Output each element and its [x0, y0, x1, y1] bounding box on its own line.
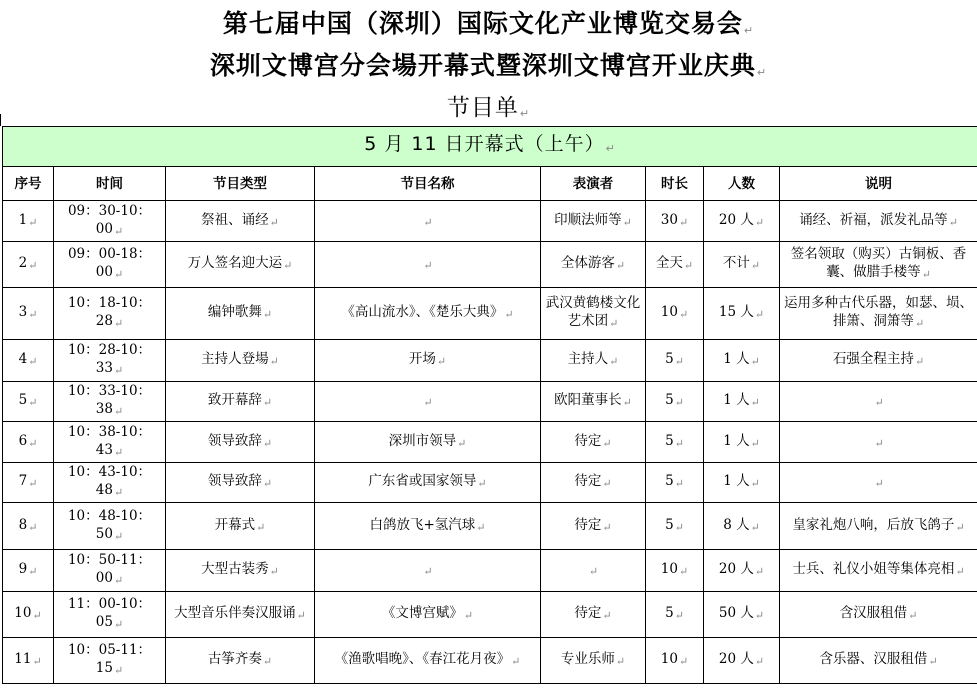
cell-type: 万人签名迎大运↵ [166, 242, 315, 288]
cell-type: 祭祖、诵经↵ [166, 201, 315, 242]
cell-note: 石强全程主持↵ [780, 340, 977, 382]
col-header-no: 序号 [3, 167, 54, 201]
cell-note: 签名领取（购买）古铜板、香囊、做腊手楼等↵ [780, 242, 977, 288]
cell-name: 开场↵ [315, 340, 541, 382]
cell-duration: 全天↵ [646, 242, 704, 288]
cell-type: 编钟歌舞↵ [166, 288, 315, 340]
cell-no: 3↵ [3, 288, 54, 340]
cell-people: 1 人↵ [704, 463, 780, 503]
cell-performer: 武汉黄鹤楼文化艺术团↵ [541, 288, 646, 340]
cell-performer: 待定↵ [541, 463, 646, 503]
col-header-duration: 时长 [646, 167, 704, 201]
table-row [3, 463, 977, 503]
cell-type: 大型古装秀↵ [166, 550, 315, 592]
cell-people: 1 人↵ [704, 340, 780, 382]
table-row [3, 592, 977, 638]
cell-name: ↵ [315, 242, 541, 288]
cell-no: 11↵ [3, 638, 54, 684]
cell-note: 含汉服租借↵ [780, 592, 977, 638]
cell-name: ↵ [315, 550, 541, 592]
cell-no: 9↵ [3, 550, 54, 592]
table-row [3, 550, 977, 592]
cell-duration: 5↵ [646, 382, 704, 422]
cell-name: 《文博宫赋》↵ [315, 592, 541, 638]
cell-time: 09：30-10：00↵ [54, 201, 166, 242]
cell-time: 10：50-11：00↵ [54, 550, 166, 592]
session-banner: 5 月 11 日开幕式（上午）↵ [3, 127, 977, 167]
table-row [3, 422, 977, 463]
col-header-time: 时间 [54, 167, 166, 201]
cell-time: 10：18-10：28↵ [54, 288, 166, 340]
cell-name: 《高山流水》、《楚乐大典》↵ [315, 288, 541, 340]
cell-no: 4↵ [3, 340, 54, 382]
table-row [3, 382, 977, 422]
cell-duration: 5↵ [646, 340, 704, 382]
cell-time: 10：28-10：33↵ [54, 340, 166, 382]
cell-people: 20 人↵ [704, 201, 780, 242]
cell-name: 白鸽放飞+氢汽球↵ [315, 503, 541, 550]
cell-type: 大型音乐伴奏汉服诵↵ [166, 592, 315, 638]
cell-performer: 待定↵ [541, 592, 646, 638]
cell-note: 士兵、礼仪小姐等集体亮相↵ [780, 550, 977, 592]
cell-people: 不计↵ [704, 242, 780, 288]
cell-no: 8↵ [3, 503, 54, 550]
cell-no: 1↵ [3, 201, 54, 242]
document-title-line3: 节目单↵ [446, 95, 531, 121]
cell-duration: 5↵ [646, 422, 704, 463]
table-row [3, 288, 977, 340]
cell-performer: 待定↵ [541, 422, 646, 463]
col-header-note: 说明 [780, 167, 977, 201]
cell-type: 致开幕辞↵ [166, 382, 315, 422]
cell-type: 主持人登場↵ [166, 340, 315, 382]
cell-duration: 10↵ [646, 288, 704, 340]
cell-name: 广东省或国家领导↵ [315, 463, 541, 503]
cell-performer: 印顺法师等↵ [541, 201, 646, 242]
cell-people: 8 人↵ [704, 503, 780, 550]
cell-performer: 待定↵ [541, 503, 646, 550]
cell-performer: 主持人↵ [541, 340, 646, 382]
table-row [3, 638, 977, 684]
cell-people: 50 人↵ [704, 592, 780, 638]
cell-note: ↵ [780, 382, 977, 422]
margin-tick [0, 114, 1, 126]
cell-people: 20 人↵ [704, 638, 780, 684]
cell-note: 含乐器、汉服租借↵ [780, 638, 977, 684]
cell-time: 10：05-11：15↵ [54, 638, 166, 684]
cell-time: 10：43-10：48↵ [54, 463, 166, 503]
cell-type: 领导致辞↵ [166, 422, 315, 463]
table-row [3, 201, 977, 242]
cell-duration: 5↵ [646, 503, 704, 550]
cell-no: 2↵ [3, 242, 54, 288]
program-table [2, 126, 977, 684]
cell-name: ↵ [315, 201, 541, 242]
cell-people: 1 人↵ [704, 382, 780, 422]
cell-time: 09：00-18：00↵ [54, 242, 166, 288]
document-title-line2: 深圳文博宫分会場开幕式暨深圳文博宫开业庆典↵ [209, 51, 768, 80]
cell-performer: 全体游客↵ [541, 242, 646, 288]
cell-performer: 专业乐师↵ [541, 638, 646, 684]
cell-type: 开幕式↵ [166, 503, 315, 550]
table-row [3, 242, 977, 288]
cell-performer: 欧阳董事长↵ [541, 382, 646, 422]
cell-people: 15 人↵ [704, 288, 780, 340]
cell-no: 5↵ [3, 382, 54, 422]
col-header-type: 节目类型 [166, 167, 315, 201]
cell-duration: 5↵ [646, 592, 704, 638]
document-title-line1: 第七届中国（深圳）国际文化产业博览交易会↵ [222, 9, 755, 38]
cell-note: ↵ [780, 422, 977, 463]
cell-no: 10↵ [3, 592, 54, 638]
cell-time: 10：33-10：38↵ [54, 382, 166, 422]
table-header-row [3, 167, 977, 201]
cell-name: 深圳市领导↵ [315, 422, 541, 463]
cell-people: 1 人↵ [704, 422, 780, 463]
table-banner-row [3, 127, 977, 167]
col-header-performer: 表演者 [541, 167, 646, 201]
cell-note: 运用多种古代乐器，如瑟、埙、排箫、洞箫等↵ [780, 288, 977, 340]
cell-performer: ↵ [541, 550, 646, 592]
cell-name: ↵ [315, 382, 541, 422]
cell-note: 诵经、祈福，派发礼品等↵ [780, 201, 977, 242]
cell-time: 11：00-10：05↵ [54, 592, 166, 638]
cell-note: 皇家礼炮八响，后放飞鸽子↵ [780, 503, 977, 550]
cell-duration: 10↵ [646, 550, 704, 592]
cell-duration: 30↵ [646, 201, 704, 242]
cell-people: 20 人↵ [704, 550, 780, 592]
cell-note: ↵ [780, 463, 977, 503]
col-header-name: 节目名称 [315, 167, 541, 201]
col-header-people: 人数 [704, 167, 780, 201]
cell-no: 6↵ [3, 422, 54, 463]
cell-no: 7↵ [3, 463, 54, 503]
cell-duration: 10↵ [646, 638, 704, 684]
cell-name: 《渔歌唱晚》、《春江花月夜》↵ [315, 638, 541, 684]
table-row [3, 340, 977, 382]
cell-time: 10：48-10：50↵ [54, 503, 166, 550]
cell-type: 古筝齐奏↵ [166, 638, 315, 684]
cell-time: 10：38-10：43↵ [54, 422, 166, 463]
cell-type: 领导致辞↵ [166, 463, 315, 503]
table-row [3, 503, 977, 550]
cell-duration: 5↵ [646, 463, 704, 503]
